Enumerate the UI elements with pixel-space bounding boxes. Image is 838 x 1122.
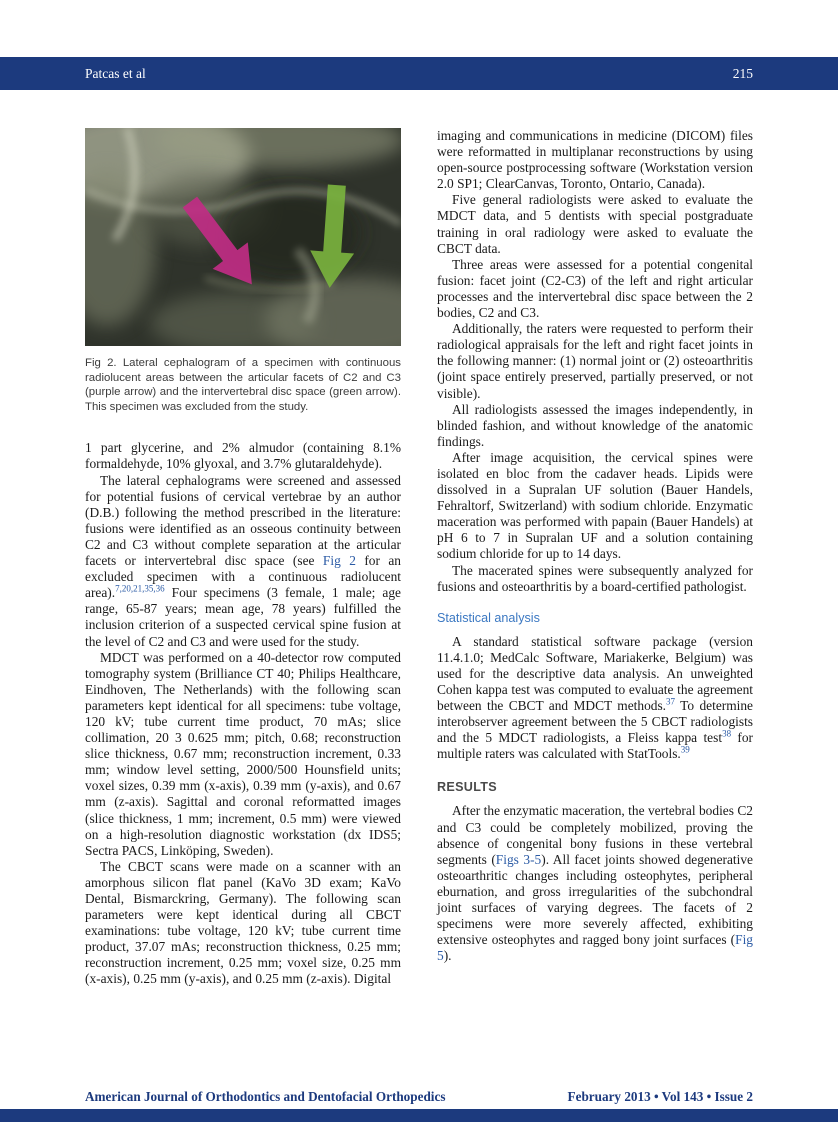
figure-caption: Fig 2. Lateral cephalogram of a specimen with continuous radiolucent areas between the articular facets of C2 and C3 (purple arrow) and the intervertebral disc space (green arrow). This specimen was excluded from the study. [85, 357, 401, 413]
paragraph: MDCT was performed on a 40-detector row computed tomography system (Brilliance CT 40; Philips Healthcare, Eindhoven, The Netherlands) with the following scan parameters kept identical for all specimens: tube voltage, 120 kV; tube current time product, 70 mAs; slice collimation, 20 3 0.625 mm; pitch, 0.68; reconstruction slice thickness, 0.67 mm; reconstruction increment, 0.33 mm; window level setting, 2000/500 Hounsfield units; voxel sizes, 0.39 mm (x-axis), 0.39 mm (y-axis), and 0.67 mm (z-axis). Sagittal and coronal reformatted images (slice thickness, 1 mm; increment, 0.5 mm) were viewed on a high-resolution diagnostic workstation (dx IDS5; Sectra PACS, Linköping, Sweden). [85, 649, 401, 858]
paragraph: Five general radiologists were asked to evaluate the MDCT data, and 5 dentists with special postgraduate training in oral radiology were asked to evaluate the CBCT data. [437, 192, 753, 256]
paragraph: A standard statistical software package (version 11.4.1.0; MedCalc Software, Mariakerke, Belgium) was used for the descriptive data analysis. An unweighted Cohen kappa test was computed to evaluate the agreement between the CBCT and MDCT methods.$^{37}$ To determine interobserver agreement between the 5 CBCT radiologists and the 5 MDCT radiologists, a Fleiss kappa test$^{38}$ for multiple raters was calculated with StatTools.$^{39}$ [437, 633, 754, 762]
paragraph: 1 part glycerine, and 2% almudor (containing 8.1% formaldehyde, 10% glyoxal, and 3.7% glutaraldehyde). [85, 440, 401, 472]
page-number: 215 [732, 65, 753, 81]
xray-image [85, 128, 401, 346]
journal-title: American Journal of Orthodontics and Dentofacial Orthopedics [85, 1089, 446, 1104]
paragraph: The CBCT scans were made on a scanner with an amorphous silicon flat panel (KaVo 3D exam; KaVo Dental, Bismarckring, Germany). The following scan parameters were kept identical during all CBCT examinations: tube voltage, 120 kV; tube current time product, 37.07 mAs; reconstruction thickness, 0.25 mm; reconstruction increment, 0.25 mm; voxel size, 0.25 mm (x-axis), 0.25 mm (y-axis), and 0.25 mm (z-axis). Digital [85, 858, 401, 987]
right-column [437, 128, 753, 988]
page-footer [85, 1089, 753, 1105]
paragraph: After image acquisition, the cervical spines were isolated en bloc from the cadaver heads. Lipids were dissolved in a Supralan UF solution (Bauer Handels, Fehraltorf, Switzerland) with sodium chloride. Enzymatic maceration was performed with papain (Bauer Handels) at pH 6 to 7 in Supralan UF and a solution containing sodium chloride for up to 14 days. [437, 449, 753, 562]
figure-2 [85, 128, 401, 414]
page-header-bar [0, 57, 838, 90]
left-column [85, 128, 401, 988]
footer-bar [0, 1109, 838, 1122]
paragraph: Three areas were assessed for a potential congenital fusion: facet joint (C2-C3) of the left and right articular processes and the intervertebral disc space between the 2 bodies, C2 and C3. [437, 256, 753, 321]
running-head: Patcas et al [85, 65, 146, 81]
paragraph: The macerated spines were subsequently analyzed for fusions and osteoarthritis by a board-certified pathologist. [437, 562, 753, 594]
paragraph: The lateral cephalograms were screened and assessed for potential fusions of cervical vertebrae by an author (D.B.) following the method prescribed in the literature: fusions were identified as an osseous continuity between C2 and C3 without complete separation at the articular facets or intervertebral disc space (see Fig 2 for an excluded specimen with a continuous radiolucent area).$^{7,20,21,35,36}$ Four specimens (3 female, 1 male; age range, 65-87 years; mean age, 78 years) fulfilled the inclusion criterion of a suspected cervical spine fusion at the level of C2 and C3 and were used for the study. [85, 472, 401, 649]
paragraph: imaging and communications in medicine (DICOM) files were reformatted in multiplanar reconstructions by using open-source postprocessing software (Workstation version 2.0 SP1; ClearCanvas, Toronto, Ontario, Canada). [437, 128, 753, 192]
two-column-body [85, 128, 753, 988]
paragraph: Additionally, the raters were requested to perform their radiological appraisals for the left and right facet joints in the following manner: (1) normal joint or (2) osteoarthritis (joint space entirely preserved, partially preserved, or not visible). [437, 321, 753, 401]
lateral-cephalogram-image [85, 128, 401, 346]
statistical-analysis-heading: Statistical analysis [437, 610, 540, 625]
results-heading: RESULTS [437, 780, 497, 795]
issue-info: February 2013 • Vol 143 • Issue 2 [567, 1089, 753, 1104]
paragraph: All radiologists assessed the images independently, in blinded fashion, and without knowledge of the anatomic findings. [437, 401, 753, 449]
paragraph: After the enzymatic maceration, the vertebral bodies C2 and C3 could be completely mobilized, proving the absence of congenital bony fusions in these vertebral segments (Figs 3-5). All facet joints showed degenerative osteoarthritic changes including osteophytes, peripheral eburnation, and gross irregularities of the subchondral joint surfaces of varying degrees. The facets of 2 specimens were more severely affected, exhibiting extensive osteophytes and ragged bony joint surfaces (Fig 5). [437, 803, 753, 964]
